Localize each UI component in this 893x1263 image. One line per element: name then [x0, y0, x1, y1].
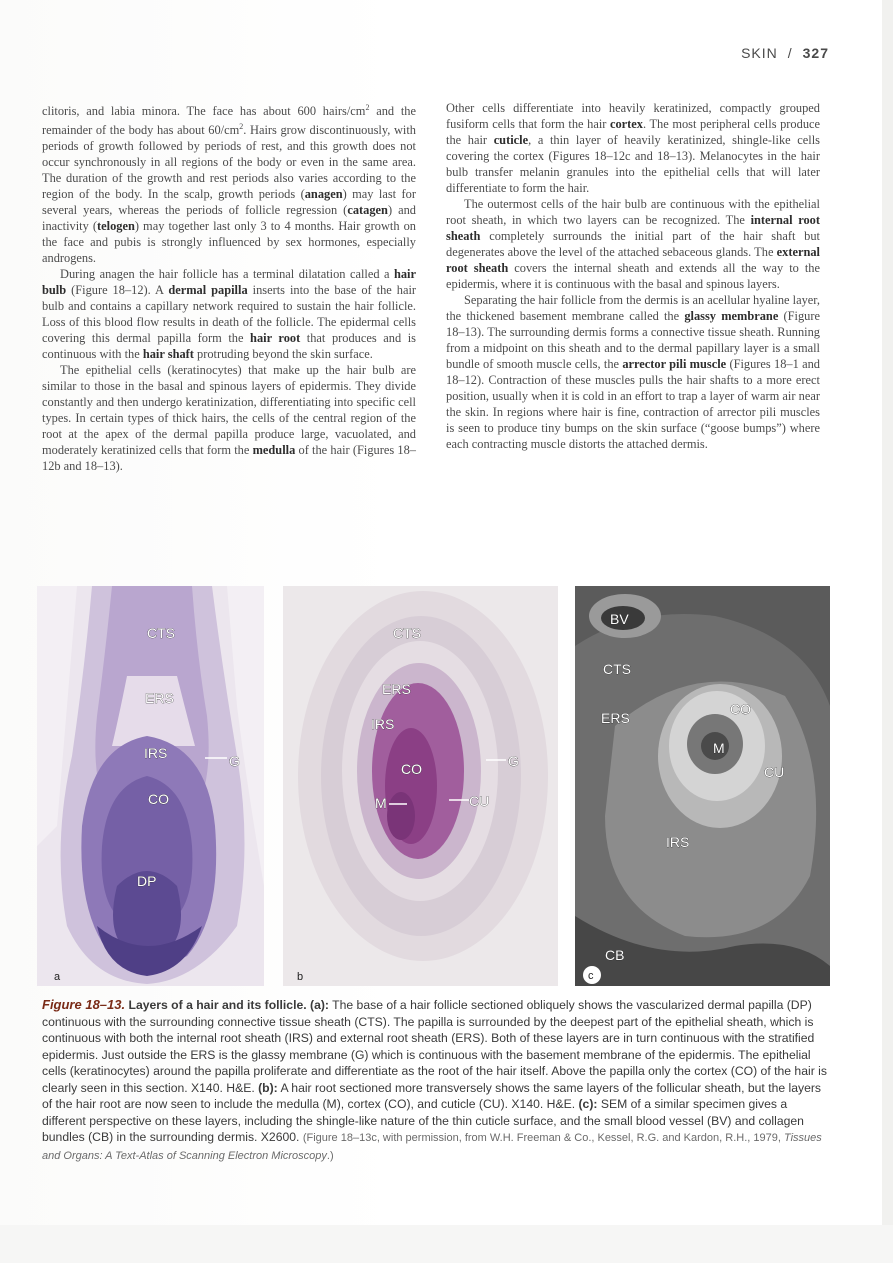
paragraph: Other cells differentiate into heavily keratinized, compactly grouped fusiform cells that form the hair cortex. The most peripheral cells produce the hair cuticle, a thin layer of heavily keratinized, shingle-like cells covering the cortex (Figures 18–12c and 18–13). Melanocytes in the hair bulb transfer melanin granules into the epithelial cells that will later differentiate to form the hair.: [446, 101, 821, 195]
page-edge-shade: [882, 0, 893, 1225]
right-text-column: [446, 100, 820, 452]
label-cts: CTS: [603, 661, 631, 677]
label-g: G: [508, 753, 519, 769]
page-bottom-band: [0, 1225, 893, 1263]
panel-letter-b: b: [297, 971, 304, 983]
running-head: [741, 45, 829, 61]
label-co: CO: [401, 761, 422, 777]
label-cu: CU: [764, 764, 785, 780]
figure-caption: Figure 18–13. Layers of a hair and its follicle. (a): The base of a hair follicle sectioned obliquely shows the vascularized dermal papilla (DP) continuous with the surrounding connective tissue sheath (CTS). The papilla is surrounded by the deepest part of the epithelial sheath, which is continuous with both the internal root sheath (IRS) and external root sheath (ERS). Both of these layers are in turn continuous with the stratified epidermis. Just outside the ERS is the glassy membrane (G) which is continuous with the basement membrane of the epidermis. The epithelial cells (keratinocytes) around the papilla proliferate and differentiate as the root of the hair itself. Above the papilla only the cortex (CO) of the hair is clearly seen in this section. X140. H&E. (b): A hair root sectioned more transversely shows the same layers of the follicular sheath, but the layers of the hair root are now seen to include the medulla (M), cortex (CO), and cuticle (CU). X140. H&E. (c): SEM of a similar specimen gives a different perspective on these layers, including the shingle-like nature of the thin cuticle surface, and the small blood vessel (BV) and collagen bundles (CB) in the surrounding dermis. X2600. (Figure 18–13c, with permission, from W.H. Freeman & Co., Kessel, R.G. and Kardon, R.H., 1979, Tissues and Organs: A Text-Atlas of Scanning Electron Microscopy.): [42, 997, 827, 1162]
label-co: CO: [730, 701, 751, 717]
paragraph: The outermost cells of the hair bulb are continuous with the epithelial root sheath, in which two layers can be recognized. The internal root sheath completely surrounds the initial part of the hair shaft but degenerates above the level of the attached sebaceous glands. The external root sheath covers the internal sheath and extends all the way to the epidermis, where it is continuous with the basal and spinous layers.: [446, 197, 820, 291]
label-m: M: [713, 740, 725, 756]
micrograph-panel-a: [37, 586, 264, 986]
label-irs: IRS: [144, 745, 168, 761]
label-cts: CTS: [393, 625, 421, 641]
label-bv: BV: [610, 611, 629, 627]
label-cu: CU: [469, 793, 490, 809]
image-credit: (Figure 18–13c, with permission, from W.H. Freeman & Co., Kessel, R.G. and Kardon, R.H., 1979, Tissues and Organs: A Text-Atlas of Scanning Electron Microscopy.): [42, 1132, 822, 1162]
sem-panel-c: [575, 586, 830, 986]
panel-b-image: [283, 586, 558, 986]
label-cb: CB: [605, 947, 625, 963]
paragraph: clitoris, and labia minora. The face has about 600 hairs/$cm^2$ and the remainder of the body has about $60/cm^2$. Hairs grow discontinuously, with periods of growth followed by periods of rest, and this growth does not occur synchronously in all regions of the body or even in the same area. The duration of the growth and rest periods also varies according to the region of the body. In the scalp, growth periods (anagen) may last for several years, whereas the periods of follicle regression (catagen) and inactivity (telogen) may together last only 3 to 4 months. Hair growth on the face and pubis is strongly influenced by sex hormones, especially androgens.: [42, 103, 416, 266]
paragraph: The epithelial cells (keratinocytes) that make up the hair bulb are similar to those in the basal and spinous layers of epidermis. They divide constantly and then undergo keratinization, differentiating into specific cell types. In certain types of thick hairs, the cells of the central region of the root at the apex of the dermal papilla produce large, vacuolated, and moderately keratinized cells that form the medulla of the hair (Figures 18–12b and 18–13).: [42, 363, 416, 474]
left-text-column: [42, 100, 416, 474]
caption-title: Layers of a hair and its follicle.: [128, 998, 307, 1012]
label-ers: ERS: [382, 681, 411, 697]
panel-letter-a: a: [54, 971, 61, 983]
panel-a-image: [37, 586, 264, 986]
figure-number: Figure 18–13.: [42, 997, 126, 1012]
panel-c-image: [575, 586, 830, 986]
label-irs: IRS: [666, 834, 690, 850]
label-ers: ERS: [145, 690, 174, 706]
micrograph-panel-b: [283, 586, 558, 986]
section-title: SKIN: [741, 45, 778, 61]
header-separator: /: [787, 45, 793, 61]
label-dp: DP: [137, 873, 157, 889]
label-co: CO: [148, 791, 169, 807]
label-irs: IRS: [371, 716, 395, 732]
panel-letter-c: c: [588, 970, 594, 982]
label-ers: ERS: [601, 710, 630, 726]
paragraph: During anagen the hair follicle has a terminal dilatation called a hair bulb (Figure 18–12). A dermal papilla inserts into the base of the hair bulb and contains a capillary network required to sustain the hair follicle. Loss of this blood flow results in death of the follicle. The epidermal cells covering this dermal papilla form the hair root that produces and is continuous with the hair shaft protruding beyond the skin surface.: [42, 267, 417, 362]
page-number: 327: [802, 45, 829, 61]
paragraph: Separating the hair follicle from the dermis is an acellular hyaline layer, the thickened basement membrane called the glassy membrane (Figure 18–13). The surrounding dermis forms a connective tissue sheath. Running from a midpoint on this sheath and to the dermal papillary layer is a small bundle of smooth muscle cells, the arrector pili muscle (Figures 18–1 and 18–12). Contraction of these muscles pulls the hair shafts to a more erect position, usually when it is cold in an effort to trap a layer of warm air near the skin. In regions where hair is fine, contraction of arrector pili muscles is seen to produce tiny bumps on the skin surface (“goose bumps”) where each contracting muscle distorts the attached dermis.: [446, 293, 821, 451]
label-m: M: [375, 795, 387, 811]
label-cts: CTS: [147, 625, 175, 641]
label-g: G: [229, 753, 240, 769]
